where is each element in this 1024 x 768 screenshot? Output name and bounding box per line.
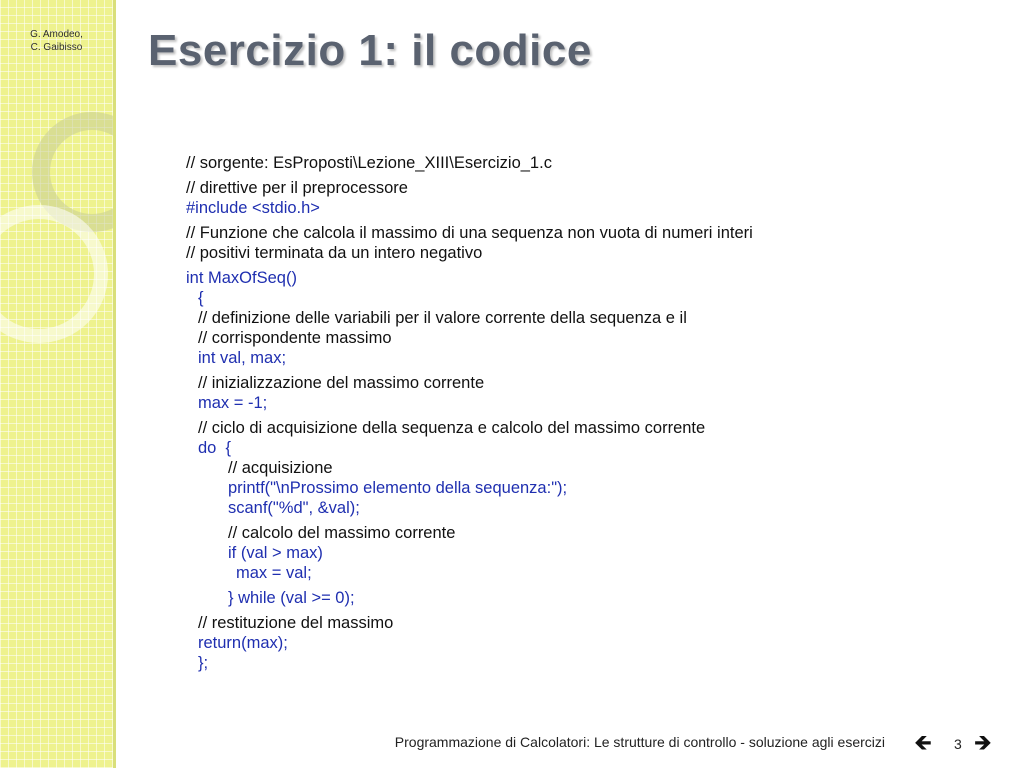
code-comment-line: // Funzione che calcola il massimo di una sequenza non vuota di numeri interi [186, 224, 753, 242]
code-statement-line: max = val; [236, 564, 312, 582]
code-comment-line: // sorgente: EsProposti\Lezione_XIII\Esercizio_1.c [186, 154, 552, 172]
code-statement-line: { [198, 289, 204, 307]
code-statement-line: max = -1; [198, 394, 268, 412]
code-statement-line: }; [198, 654, 209, 672]
code-comment-line: // acquisizione [228, 459, 333, 477]
code-comment-line: // corrispondente massimo [198, 329, 392, 347]
page-title: Esercizio 1: il codice [148, 26, 592, 75]
code-comment-line: // inizializzazione del massimo corrente [198, 374, 485, 392]
code-statement-line: int MaxOfSeq() [186, 269, 297, 287]
code-comment-line: // calcolo del massimo corrente [228, 524, 456, 542]
code-statement-line: int val, max; [198, 349, 287, 367]
code-statement-line: #include <stdio.h> [186, 199, 320, 217]
authors: G. Amodeo, C. Gaibisso [30, 29, 83, 53]
page-number: 3 [954, 736, 962, 752]
sidebar-edge [113, 0, 116, 768]
code-statement-line: } while (val >= 0); [228, 589, 355, 607]
code-statement-line: scanf("%d", &val); [228, 499, 360, 517]
code-comment-line: // ciclo di acquisizione della sequenza e calcolo del massimo corrente [198, 419, 706, 437]
code-comment-line: // restituzione del massimo [198, 614, 394, 632]
arrow-left-icon[interactable]: 🡸 [914, 730, 932, 755]
code-comment-line: // direttive per il preprocessore [186, 179, 408, 197]
code-statement-line: printf("\nProssimo elemento della sequenza:"); [228, 479, 568, 497]
footer-course-title: Programmazione di Calcolatori: Le strutture di controllo - soluzione agli esercizi [394, 734, 885, 750]
code-comment-line: // positivi terminata da un intero negativo [186, 244, 483, 262]
code-statement-line: return(max); [198, 634, 288, 652]
sidebar-decoration [0, 0, 113, 768]
code-block [186, 153, 946, 673]
arrow-right-icon[interactable]: 🡺 [974, 730, 992, 755]
code-comment-line: // definizione delle variabili per il valore corrente della sequenza e il [198, 309, 687, 327]
code-statement-line: do { [198, 439, 232, 457]
code-statement-line: if (val > max) [228, 544, 323, 562]
